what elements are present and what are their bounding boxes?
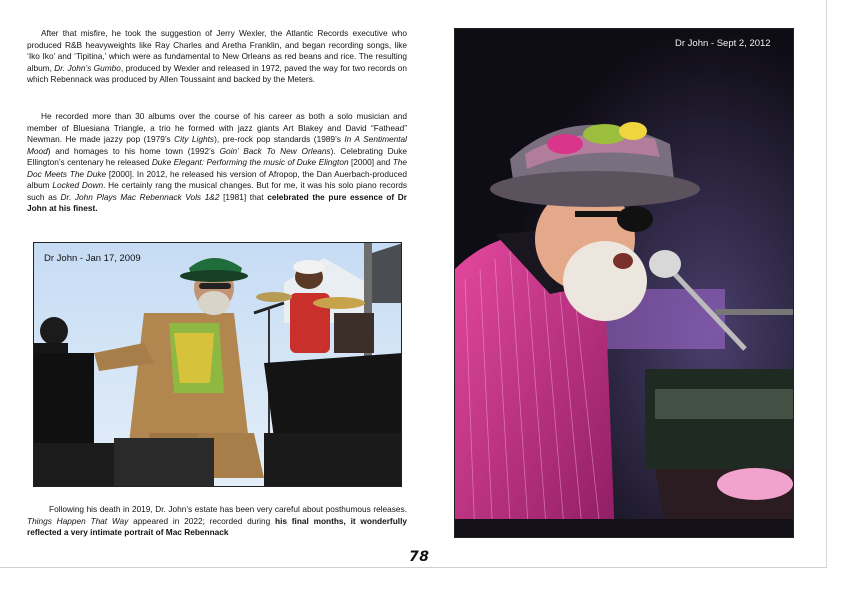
paragraph-2-text: [2000] and xyxy=(348,157,393,168)
album-title: In A Sentimental Mood xyxy=(27,134,408,156)
paragraph-2-text: ). Celebrating Duke Ellington’s centenary he released xyxy=(27,145,408,168)
paragraph-1 xyxy=(27,28,407,86)
paragraph-2-text: [2000]. In 2012, he released his version of Afropop, the Dan Auerbach-produced album xyxy=(27,168,407,191)
album-title: Goin’ Back To New Orleans xyxy=(219,145,331,156)
paragraph-2-bold-text: celebrated the pure essence of Dr John at his finest. xyxy=(27,191,408,214)
paragraph-3-text: appeared in 2022; recorded during xyxy=(128,515,275,526)
photo-dr-john-2012 xyxy=(454,28,794,538)
paragraph-2-text: He recorded more than 30 albums over the course of his career as both a solo musician and member of Bluesiana Triangle, a trio he formed with jazz giants Art Blakey and David “Fathead” Newman. He made jazzy pop (1979’s xyxy=(27,111,407,145)
paragraph-2-text: . He certainly rang the musical changes. But for me, it was his solo piano records such as xyxy=(27,180,407,202)
album-title: Locked Down xyxy=(52,180,104,191)
paragraph-3-bold-text: his final months, it wonderfully reflected a very intimate portrait of Mac Rebennack xyxy=(27,515,407,538)
photo-dr-john-2009-image xyxy=(34,243,402,487)
album-title-things-happen: Things Happen That Way xyxy=(27,515,129,526)
page-number: 78 xyxy=(409,549,430,565)
photo-dr-john-2012-image xyxy=(455,29,794,538)
album-title-gumbo: Dr. John’s Gumbo xyxy=(54,62,121,73)
paragraph-2-text: ) and homages to his home town (1992’s xyxy=(47,145,220,156)
album-title: Dr. John Plays Mac Rebennack Vols 1&2 xyxy=(60,191,220,202)
paragraph-2-text: ), pre-rock pop standards (1989’s xyxy=(214,134,345,145)
photo-caption-2009: Dr John - Jan 17, 2009 xyxy=(44,253,141,264)
paragraph-1-text-a: After that misfire, he took the suggestion of Jerry Wexler, the Atlantic Records executive who produced R&B heavyweights like Ray Charles and Aretha Franklin, and began recording songs, like ‘Iko Iko’ and ‘Tipitina,’ which were as fundamental to New Orleans as red beans and rice. The resulting album, xyxy=(27,28,407,73)
photo-dr-john-2009 xyxy=(33,242,402,487)
paragraph-3 xyxy=(27,504,407,539)
album-title: The Doc Meets The Duke xyxy=(27,157,408,179)
photo-caption-2012: Dr John - Sept 2, 2012 xyxy=(675,38,771,49)
paragraph-3-text: Following his death in 2019, Dr. John’s estate has been very careful about posthumous releases. xyxy=(49,504,407,514)
paragraph-2 xyxy=(27,111,407,215)
paragraph-2-text: [1981] that xyxy=(219,191,268,202)
paragraph-1-text-c: , produced by Wexler and released in 1972, paved the way for two records on which Rebennack was produced by Allen Toussaint and backed by the Meters. xyxy=(27,62,407,85)
album-title: City Lights xyxy=(174,134,215,145)
album-title: Duke Elegant: Performing the music of Duke Elington xyxy=(151,157,349,168)
